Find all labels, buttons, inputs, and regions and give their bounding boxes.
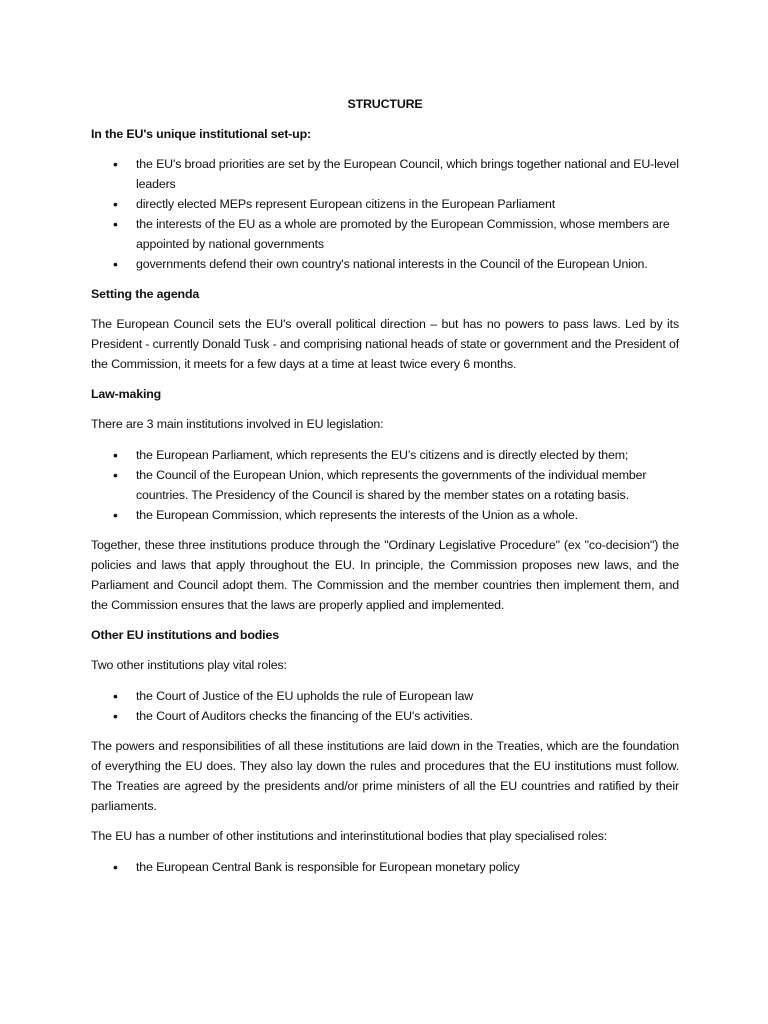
lawmaking-heading: Law-making xyxy=(91,387,162,401)
list-item xyxy=(91,505,679,525)
bullet-icon: • xyxy=(113,156,118,172)
bullet-icon: • xyxy=(113,859,118,875)
intro-heading: In the EU's unique institutional set-up: xyxy=(91,127,311,141)
list-item-text: the European Commission, which represents the interests of the Union as a whole. xyxy=(136,508,578,522)
other-institutions-intro: Two other institutions play vital roles: xyxy=(91,658,287,672)
list-item xyxy=(91,706,679,726)
treaties-paragraph: The powers and responsibilities of all these institutions are laid down in the Treaties, which are the foundation of everything the EU does. They also lay down the rules and procedures that the EU institutions must follow. The Treaties are agreed by the presidents and/or prime ministers of all the EU countries and ratified by their parliaments. xyxy=(91,739,679,813)
agenda-paragraph: The European Council sets the EU's overall political direction – but has no powers to pass laws. Led by its President - currently Donald Tusk - and comprising national heads of state or government and the President of the Commission, it meets for a few days at a time at least twice every 6 months. xyxy=(91,317,679,371)
list-item xyxy=(91,194,679,214)
list-item-text: the EU's broad priorities are set by the European Council, which brings together national and EU-level leaders xyxy=(136,157,679,191)
bullet-icon: • xyxy=(113,507,118,523)
bullet-icon: • xyxy=(113,688,118,704)
list-item-text: the Council of the European Union, which represents the governments of the individual member countries. The Presidency of the Council is shared by the member states on a rotating basis. xyxy=(136,468,647,502)
other-institutions-bullet-list xyxy=(91,686,679,726)
document-page xyxy=(91,94,679,887)
list-item-text: the European Central Bank is responsible for European monetary policy xyxy=(136,860,520,874)
lawmaking-intro: There are 3 main institutions involved in EU legislation: xyxy=(91,417,384,431)
list-item-text: the Court of Auditors checks the financing of the EU's activities. xyxy=(136,709,473,723)
intro-bullet-list xyxy=(91,154,679,274)
other-institutions-heading: Other EU institutions and bodies xyxy=(91,628,279,642)
agenda-heading: Setting the agenda xyxy=(91,287,200,301)
list-item xyxy=(91,214,679,254)
lawmaking-bullet-list xyxy=(91,445,679,525)
lawmaking-paragraph: Together, these three institutions produce through the "Ordinary Legislative Procedure" (ex "co-decision") the policies and laws that apply throughout the EU. In principle, the Commission proposes new laws, and the Parliament and Council adopt them. The Commission and the member countries then implement them, and the Commission ensures that the laws are properly applied and implemented. xyxy=(91,538,679,612)
list-item xyxy=(91,857,679,877)
list-item-text: the European Parliament, which represents the EU’s citizens and is directly elected by them; xyxy=(136,448,629,462)
list-item-text: the Court of Justice of the EU upholds the rule of European law xyxy=(136,689,474,703)
list-item xyxy=(91,154,679,194)
bullet-icon: • xyxy=(113,216,118,232)
document-title: STRUCTURE xyxy=(347,97,423,111)
list-item xyxy=(91,465,679,505)
specialised-intro: The EU has a number of other institutions and interinstitutional bodies that play specialised roles: xyxy=(91,829,608,843)
list-item xyxy=(91,254,679,274)
bullet-icon: • xyxy=(113,708,118,724)
bullet-icon: • xyxy=(113,256,118,272)
bullet-icon: • xyxy=(113,467,118,483)
list-item-text: governments defend their own country's national interests in the Council of the European Union. xyxy=(136,257,648,271)
list-item xyxy=(91,686,679,706)
bullet-icon: • xyxy=(113,447,118,463)
specialised-bullet-list xyxy=(91,857,679,877)
bullet-icon: • xyxy=(113,196,118,212)
list-item xyxy=(91,445,679,465)
list-item-text: the interests of the EU as a whole are promoted by the European Commission, whose members are appointed by national governments xyxy=(136,217,670,251)
list-item-text: directly elected MEPs represent European citizens in the European Parliament xyxy=(136,197,556,211)
